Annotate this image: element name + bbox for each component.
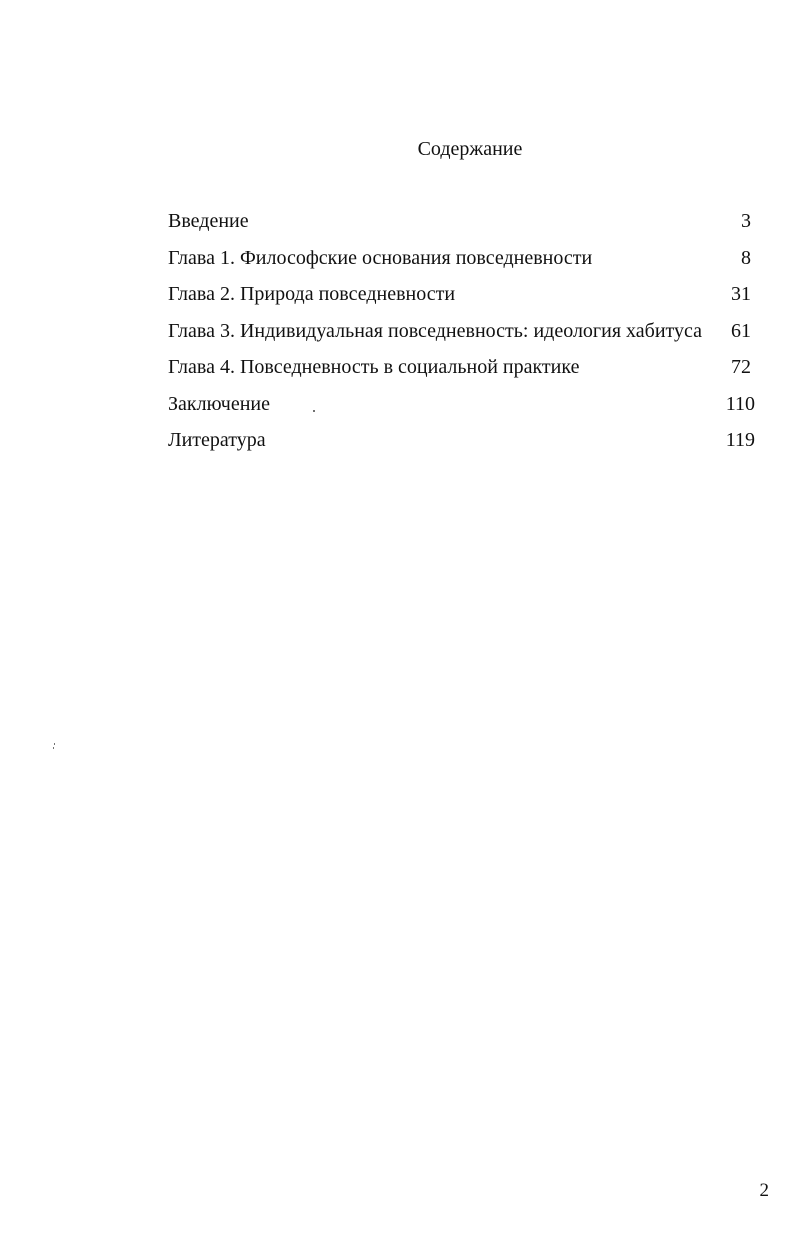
toc-entry-chapter-3 — [168, 318, 755, 355]
page-title: Содержание — [417, 138, 523, 160]
toc-entry-chapter-4 — [168, 354, 755, 391]
scan-speck — [54, 743, 55, 745]
toc-entry-title: Глава 4. Повседневность в социальной практике — [168, 356, 580, 378]
toc-entry-page: 3 — [741, 210, 751, 232]
toc-entry-chapter-1 — [168, 245, 755, 282]
toc-entry-title: Глава 1. Философские основания повседневности — [168, 246, 593, 269]
scan-speck — [313, 410, 315, 412]
toc-entry-chapter-2 — [168, 281, 755, 318]
toc-entry-page: 110 — [725, 392, 755, 415]
toc-entry-introduction — [168, 208, 755, 245]
table-of-contents — [168, 208, 755, 464]
toc-entry-title: Литература — [168, 429, 266, 451]
toc-entry-bibliography — [168, 427, 755, 464]
toc-entry-title: Глава 3. Индивидуальная повседневность: идеология хабитуса — [168, 319, 702, 342]
toc-entry-page: 61 — [731, 319, 751, 342]
toc-entry-title: Глава 2. Природа повседневности — [168, 283, 456, 305]
page-number: 2 — [759, 1180, 769, 1201]
toc-entry-title: Заключение — [168, 392, 270, 415]
toc-entry-page: 31 — [731, 283, 751, 305]
toc-entry-conclusion — [168, 391, 755, 428]
toc-entry-page: 72 — [731, 356, 751, 378]
toc-entry-title: Введение — [168, 210, 249, 232]
toc-entry-page: 8 — [741, 246, 751, 269]
scan-speck — [53, 747, 54, 749]
toc-entry-page: 119 — [725, 429, 755, 451]
